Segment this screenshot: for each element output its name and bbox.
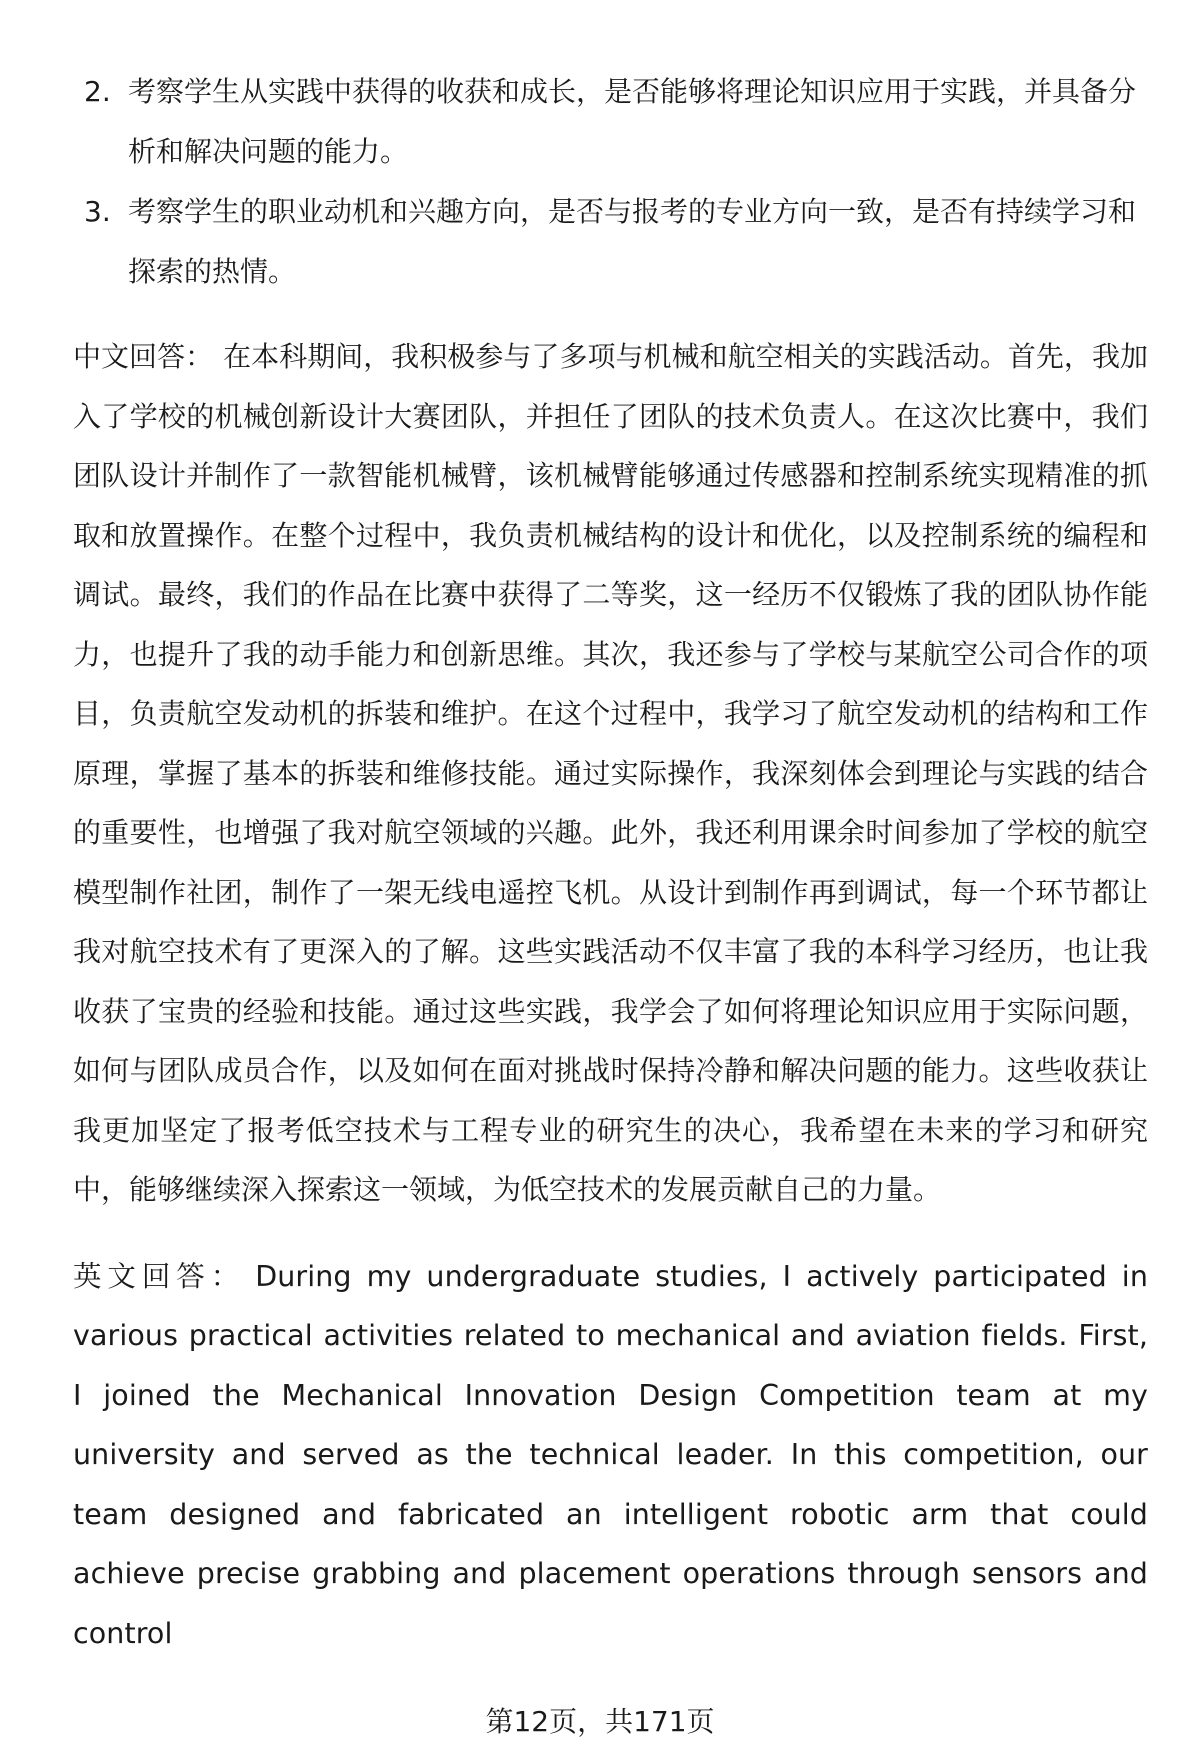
english-answer-text: During my undergraduate studies, I actively participated in various practical activities related to mechanical and aviation fields. First, I joined the Mechanical Innovation Design Competition team at my university and served as the technical leader. In this competition, our team designed and fabricated an intelligent robotic arm that could achieve precise grabbing and placement operations through sensors and control xyxy=(73,1259,1148,1650)
criteria-item xyxy=(73,182,1148,302)
evaluation-criteria-list xyxy=(73,62,1148,302)
criteria-item xyxy=(73,62,1148,182)
chinese-answer-label: 中文回答： xyxy=(73,340,214,373)
english-answer-label: 英文回答： xyxy=(73,1259,246,1293)
criteria-text: 考察学生从实践中获得的收获和成长，是否能够将理论知识应用于实践，并具备分析和解决问题的能力。 xyxy=(128,75,1137,168)
page-content xyxy=(73,62,1148,1663)
chinese-answer-text: 在本科期间，我积极参与了多项与机械和航空相关的实践活动。首先，我加入了学校的机械创新设计大赛团队，并担任了团队的技术负责人。在这次比赛中，我们团队设计并制作了一款智能机械臂，该机械臂能够通过传感器和控制系统实现精准的抓取和放置操作。在整个过程中，我负责机械结构的设计和优化，以及控制系统的编程和调试。最终，我们的作品在比赛中获得了二等奖，这一经历不仅锻炼了我的团队协作能力，也提升了我的动手能力和创新思维。其次，我还参与了学校与某航空公司合作的项目，负责航空发动机的拆装和维护。在这个过程中，我学习了航空发动机的结构和工作原理，掌握了基本的拆装和维修技能。通过实际操作，我深刻体会到理论与实践的结合的重要性，也增强了我对航空领域的兴趣。此外，我还利用课余时间参加了学校的航空模型制作社团，制作了一架无线电遥控飞机。从设计到制作再到调试，每一个环节都让我对航空技术有了更深入的了解。这些实践活动不仅丰富了我的本科学习经历，也让我收获了宝贵的经验和技能。通过这些实践，我学会了如何将理论知识应用于实际问题，如何与团队成员合作，以及如何在面对挑战时保持冷静和解决问题的能力。这些收获让我更加坚定了报考低空技术与工程专业的研究生的决心，我希望在未来的学习和研究中，能够继续深入探索这一领域，为低空技术的发展贡献自己的力量。 xyxy=(73,340,1148,1206)
criteria-text: 考察学生的职业动机和兴趣方向，是否与报考的专业方向一致，是否有持续学习和探索的热情。 xyxy=(128,195,1137,288)
page-footer xyxy=(0,1702,1200,1742)
english-answer xyxy=(73,1247,1148,1664)
criteria-number: 3. xyxy=(84,195,111,228)
criteria-number: 2. xyxy=(84,75,111,108)
chinese-answer xyxy=(73,327,1148,1220)
page-number: 第12页，共171页 xyxy=(485,1705,715,1738)
